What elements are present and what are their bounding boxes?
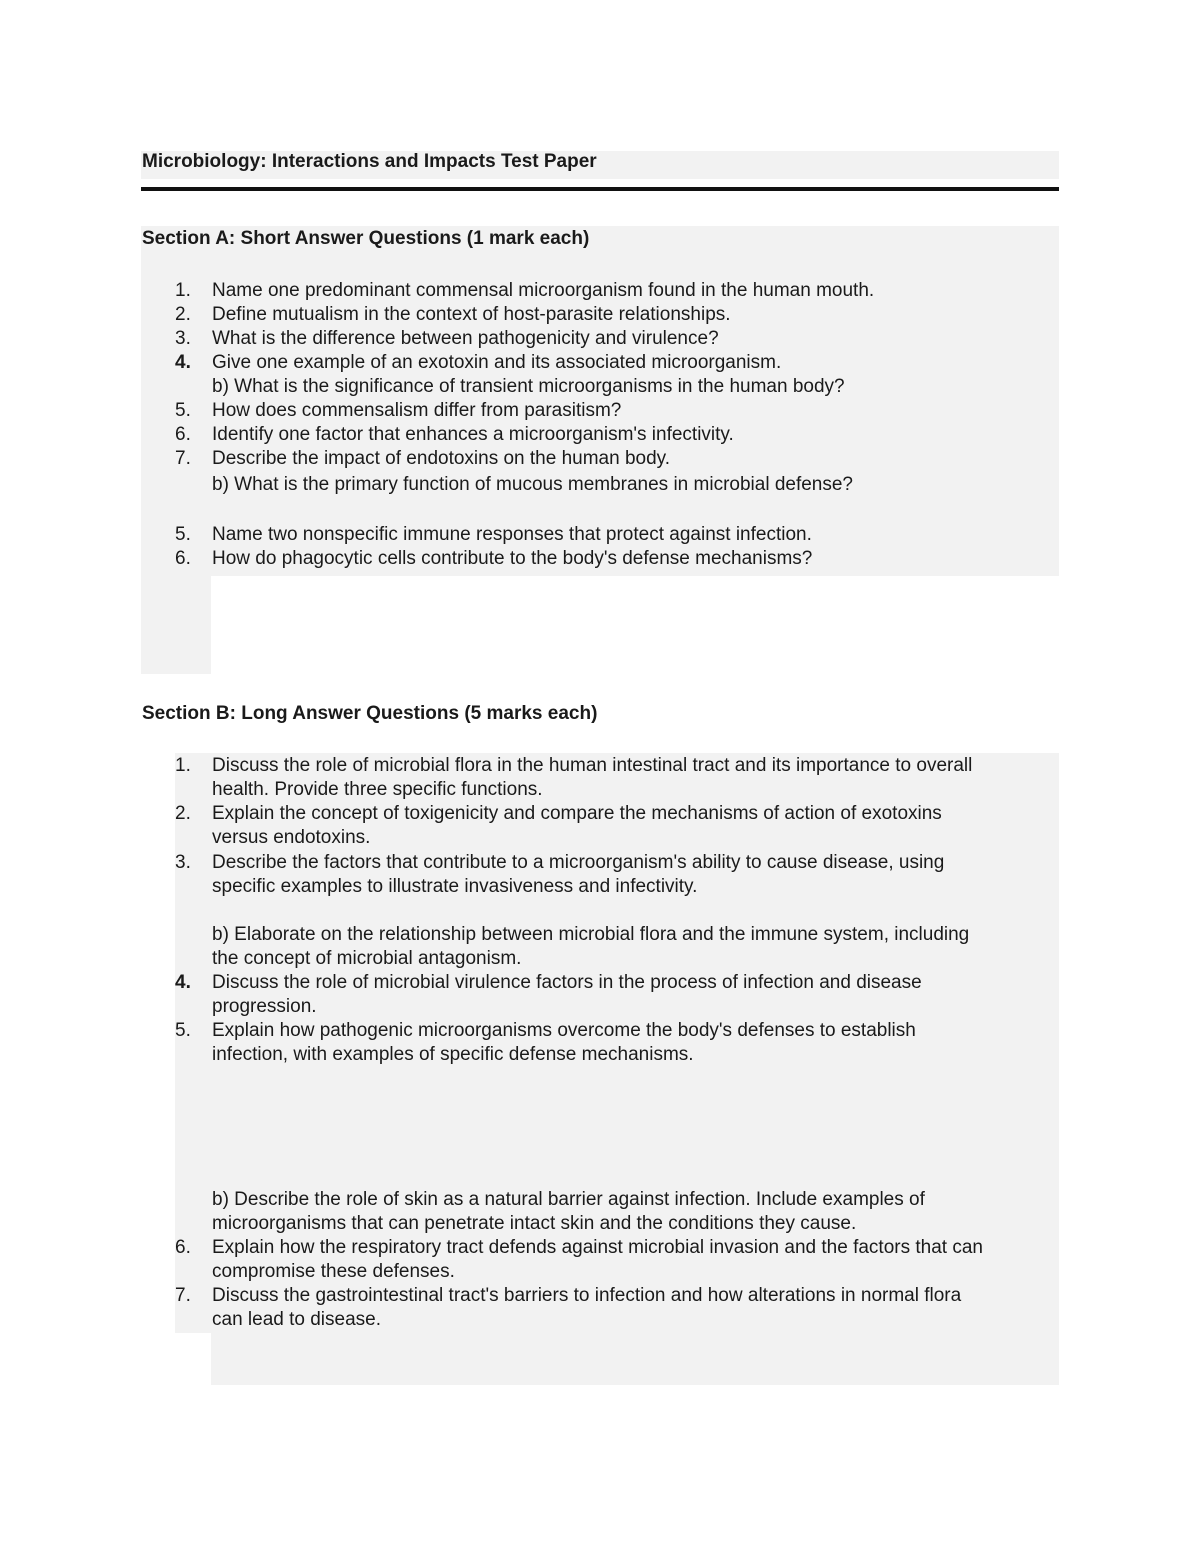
item-text-continued: progression. [212,996,317,1017]
item-text: Explain how the respiratory tract defends against microbial invasion and the factors that can [212,1237,983,1258]
item-text: How does commensalism differ from parasitism? [212,400,622,421]
item-text: Describe the impact of endotoxins on the human body. [212,448,671,469]
item-text-continued: health. Provide three specific functions. [212,779,543,800]
item-text: What is the difference between pathogenicity and virulence? [212,328,719,349]
item-text: Explain the concept of toxigenicity and compare the mechanisms of action of exotoxins [212,803,942,824]
item-text: Name two nonspecific immune responses that protect against infection. [212,524,812,545]
item-text: Discuss the role of microbial virulence factors in the process of infection and disease [212,972,922,993]
item-number: 2. [175,803,191,824]
item-text-continued: compromise these defenses. [212,1261,455,1282]
item-text: Give one example of an exotoxin and its associated microorganism. [212,352,782,373]
item-text: Discuss the gastrointestinal tract's barriers to infection and how alterations in normal flora [212,1285,962,1306]
item-number: 1. [175,755,191,776]
section-a-tail-highlight [141,576,211,674]
item-number: 6. [175,1237,191,1258]
page-title: Microbiology: Interactions and Impacts Test Paper [142,151,597,172]
item-number: 6. [175,424,191,445]
item-text: b) Describe the role of skin as a natural barrier against infection. Include examples of [212,1189,925,1210]
item-text: Define mutualism in the context of host-parasite relationships. [212,304,731,325]
item-text-continued: infection, with examples of specific defense mechanisms. [212,1044,694,1065]
item-number: 4. [175,972,191,993]
item-number: 4. [175,352,191,373]
item-number: 1. [175,280,191,301]
item-text: Discuss the role of microbial flora in the human intestinal tract and its importance to overall [212,755,973,776]
item-number: 3. [175,328,191,349]
item-number: 3. [175,852,191,873]
item-text: How do phagocytic cells contribute to the body's defense mechanisms? [212,548,813,569]
item-number: 6. [175,548,191,569]
item-number: 5. [175,524,191,545]
item-text: Name one predominant commensal microorganism found in the human mouth. [212,280,875,301]
item-text-continued: the concept of microbial antagonism. [212,948,522,969]
item-text-continued: specific examples to illustrate invasiveness and infectivity. [212,876,698,897]
item-number: 5. [175,400,191,421]
section-b-tail-highlight [211,1333,1059,1385]
section-b-heading: Section B: Long Answer Questions (5 marks each) [142,703,598,724]
section-a-heading: Section A: Short Answer Questions (1 mark each) [142,228,590,249]
item-text: b) Elaborate on the relationship between microbial flora and the immune system, including [212,924,970,945]
item-number: 5. [175,1020,191,1041]
item-text: b) What is the significance of transient microorganisms in the human body? [212,376,845,397]
item-number: 2. [175,304,191,325]
item-text: Describe the factors that contribute to a microorganism's ability to cause disease, using [212,852,945,873]
item-number: 7. [175,448,191,469]
item-text: Identify one factor that enhances a microorganism's infectivity. [212,424,734,445]
item-number: 7. [175,1285,191,1306]
item-text: b) What is the primary function of mucous membranes in microbial defense? [212,474,853,495]
item-text-continued: versus endotoxins. [212,827,371,848]
item-text-continued: microorganisms that can penetrate intact skin and the conditions they cause. [212,1213,857,1234]
title-divider [141,187,1059,191]
item-text: Explain how pathogenic microorganisms overcome the body's defenses to establish [212,1020,916,1041]
item-text-continued: can lead to disease. [212,1309,382,1330]
